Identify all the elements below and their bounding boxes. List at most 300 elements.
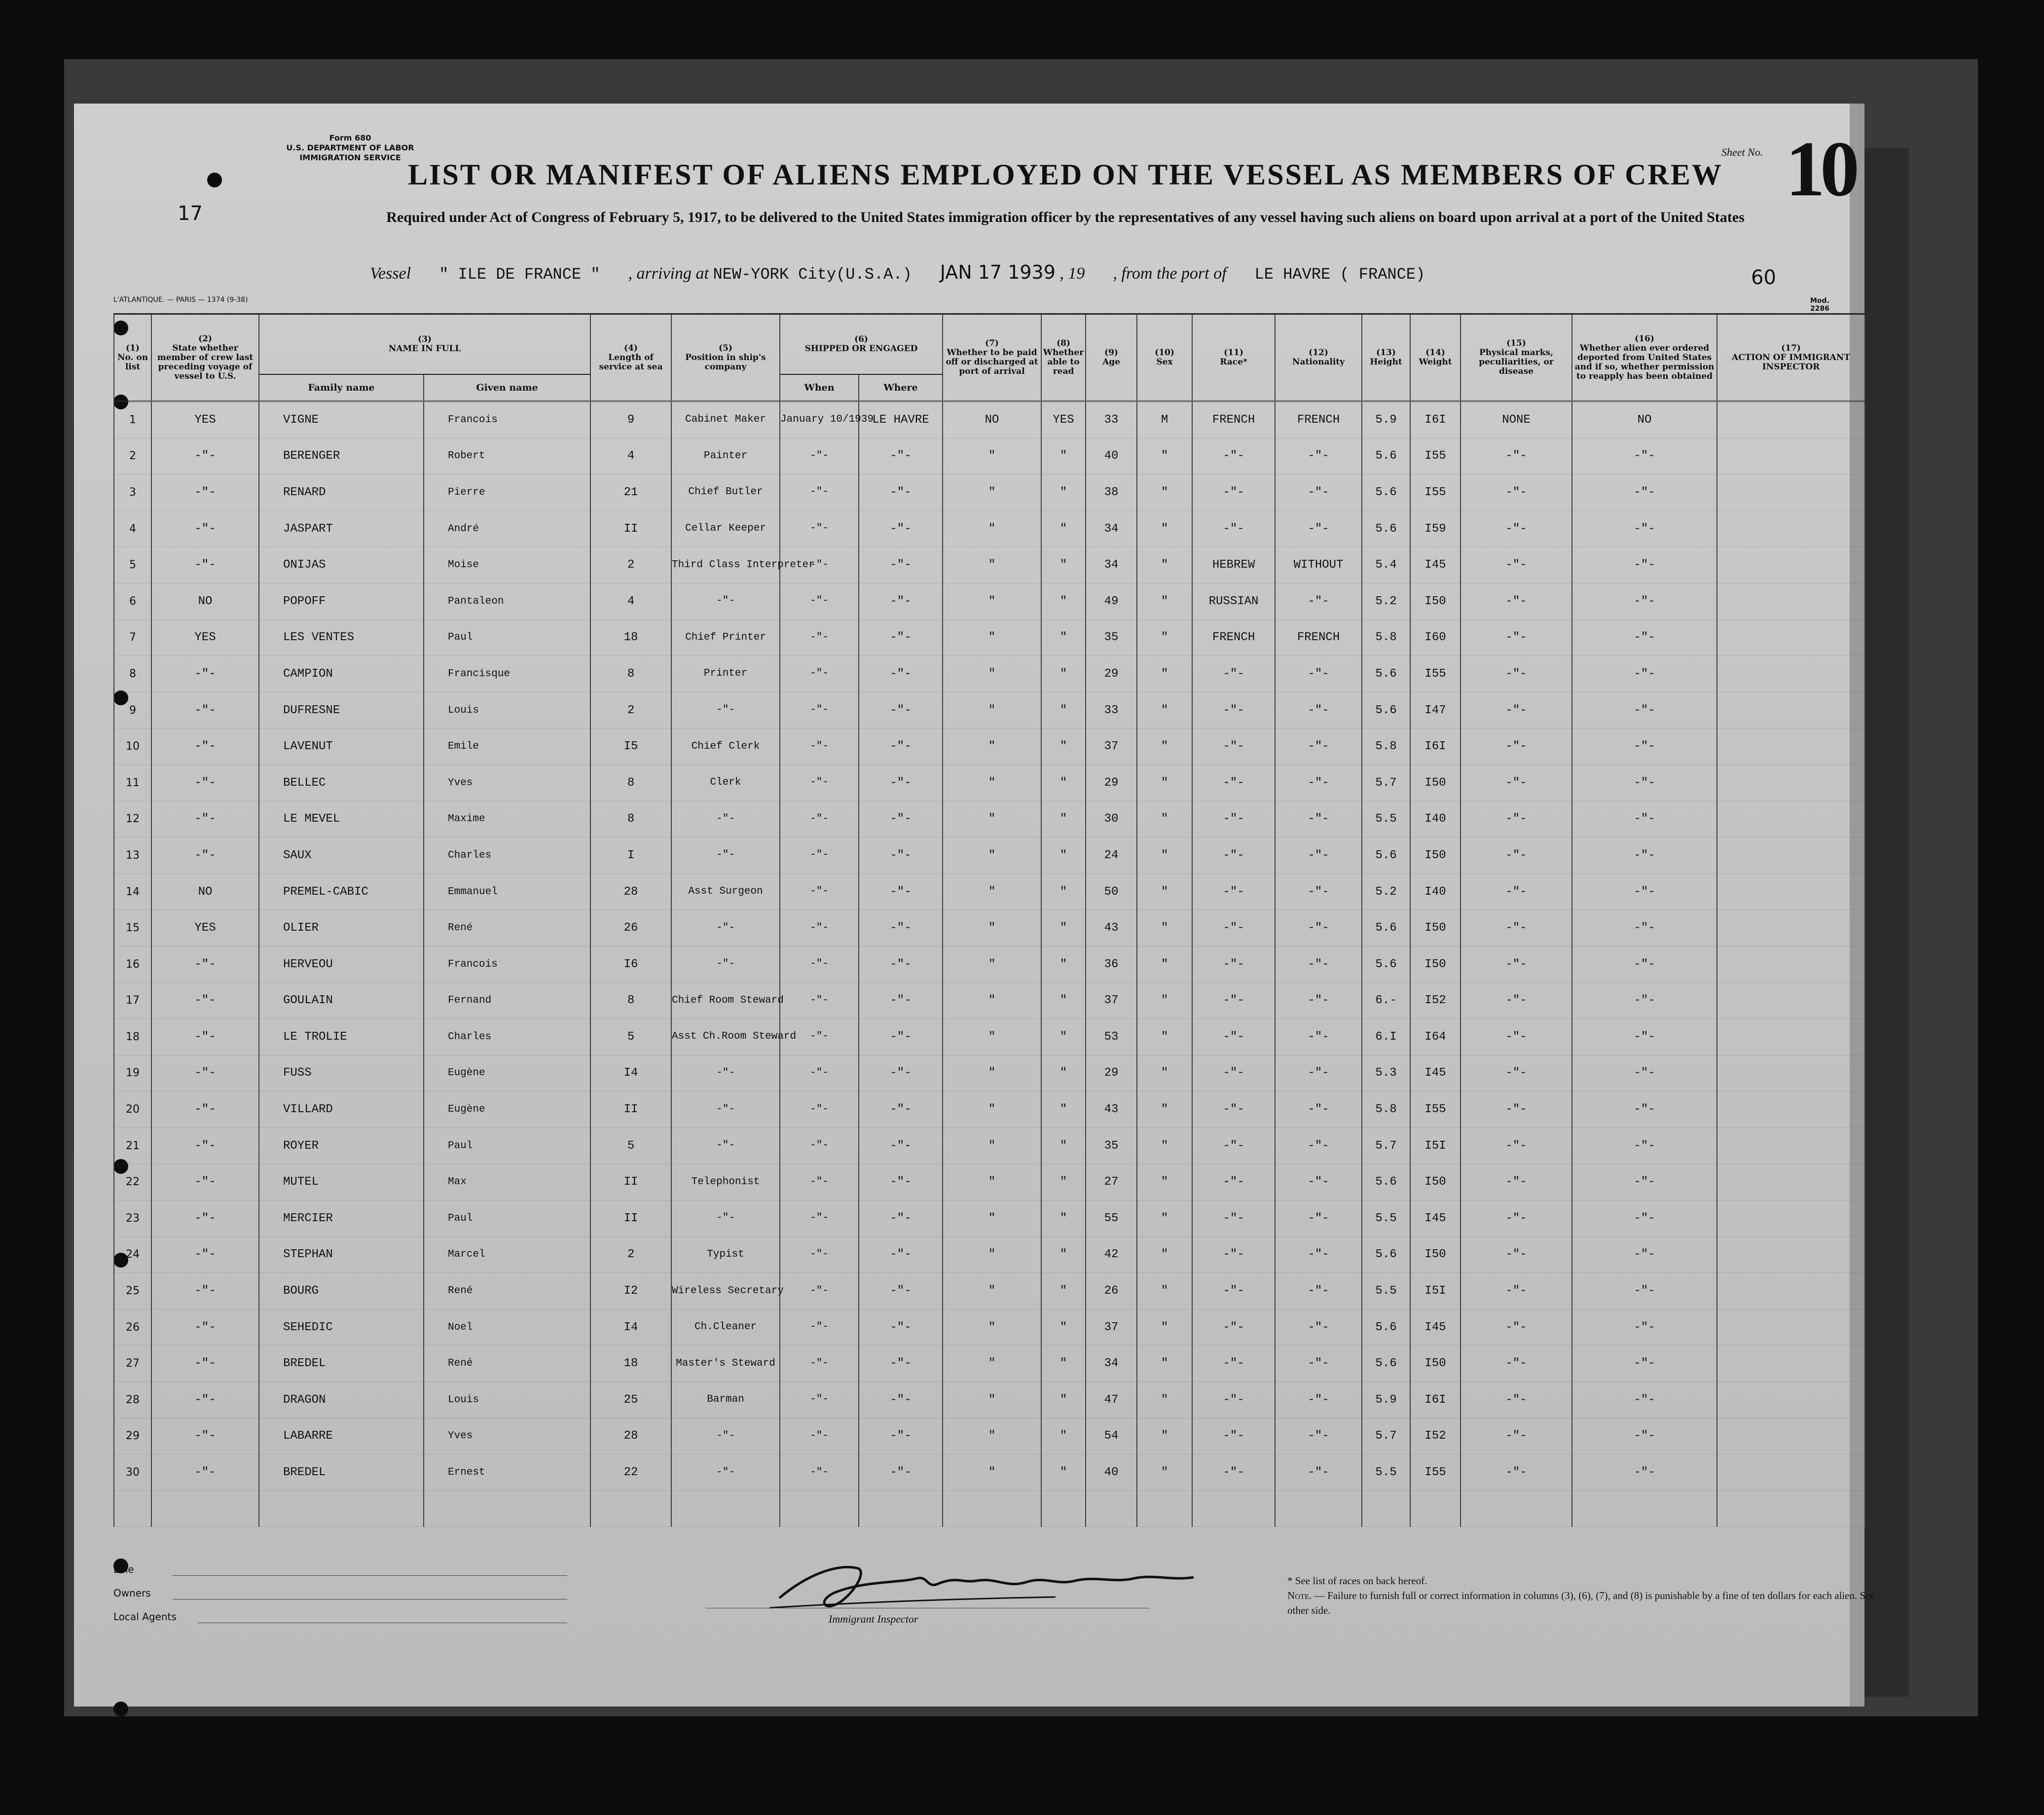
physical-marks-cell: -"- [1460,510,1572,547]
col-header-paid-off: (7) Whether to be paid off or discharged at port of arrival [943,314,1041,401]
col-header-name: (3) NAME IN FULL [259,314,590,375]
position-cell: Wireless Secretary [671,1273,780,1309]
inspector-action-cell [1717,1055,1865,1091]
weight-cell: I64 [1410,1019,1460,1055]
from-port: LE HAVRE ( FRANCE) [1254,265,1425,284]
race-cell: -"- [1192,474,1275,511]
nationality-cell: -"- [1275,1127,1362,1164]
shipped-when-cell: -"- [780,1454,859,1491]
deported-cell: -"- [1572,510,1717,547]
age-cell: 50 [1086,873,1137,910]
table-row [114,692,1865,728]
previous-voyage-cell: -"- [151,1055,259,1091]
race-cell: -"- [1192,946,1275,982]
deported-cell: -"- [1572,474,1717,511]
blank-cell [424,1490,590,1527]
family-name-cell: LABARRE [259,1418,424,1454]
family-name-cell: MUTEL [259,1164,424,1200]
position-cell: -"- [671,1418,780,1454]
previous-voyage-cell: -"- [151,982,259,1019]
deported-cell: -"- [1572,1454,1717,1491]
weight-cell: I59 [1410,510,1460,547]
shipped-where-cell: -"- [859,801,943,837]
shipped-when-cell: -"- [780,547,859,583]
given-name-cell: André [424,510,590,547]
inspector-action-cell [1717,1019,1865,1055]
blank-cell [1041,1490,1086,1527]
age-cell: 37 [1086,728,1137,765]
col-header-given-name: Given name [424,374,590,401]
line-underline [173,1575,567,1576]
col-header-previous-voyage: (2) State whether member of crew last preceding voyage of vessel to U.S. [151,314,259,401]
age-cell: 36 [1086,946,1137,982]
shipped-when-cell: -"- [780,837,859,874]
family-name-cell: ROYER [259,1127,424,1164]
blank-cell [1275,1490,1362,1527]
col-header-weight: (14) Weight [1410,314,1460,401]
physical-marks-cell: -"- [1460,1454,1572,1491]
age-cell: 40 [1086,1454,1137,1491]
nationality-cell: -"- [1275,764,1362,801]
position-cell: -"- [671,801,780,837]
paid-off-cell: " [943,656,1041,692]
act-subtitle: Required under Act of Congress of February 5, 1917, to be delivered to the United States immigration officer by the representatives of any vessel having such aliens on board upon arrival at a port of the United States [386,209,1745,225]
service-length-cell: 4 [590,583,671,619]
position-cell: Asst Ch.Room Steward [671,1019,780,1055]
family-name-cell: JASPART [259,510,424,547]
age-cell: 40 [1086,438,1137,474]
height-cell: 5.9 [1362,401,1410,438]
paid-off-cell: " [943,1236,1041,1273]
sex-cell: " [1137,1418,1192,1454]
sex-cell: " [1137,510,1192,547]
race-cell: RUSSIAN [1192,583,1275,619]
owners-label: Owners [113,1587,151,1599]
service-length-cell: 5 [590,1127,671,1164]
family-name-cell: BREDEL [259,1454,424,1491]
family-name-cell: LE MEVEL [259,801,424,837]
shipped-when-cell: -"- [780,1164,859,1200]
shipped-where-cell: -"- [859,1454,943,1491]
table-row [114,1019,1865,1055]
table-row [114,1273,1865,1309]
shipped-where-cell: -"- [859,510,943,547]
given-name-cell: Charles [424,1019,590,1055]
family-name-cell: LES VENTES [259,619,424,656]
given-name-cell: Pantaleon [424,583,590,619]
height-cell: 5.6 [1362,1164,1410,1200]
previous-voyage-cell: -"- [151,728,259,765]
given-name-cell: René [424,910,590,946]
physical-marks-cell: -"- [1460,1019,1572,1055]
position-cell: Chief Butler [671,474,780,511]
paid-off-cell: " [943,474,1041,511]
blank-cell [1572,1490,1717,1527]
position-cell: Cellar Keeper [671,510,780,547]
position-cell: Cabinet Maker [671,401,780,438]
year-label: , 19 [1059,264,1085,283]
table-row [114,1345,1865,1382]
from-label: , from the port of [1113,264,1227,283]
physical-marks-cell: -"- [1460,1273,1572,1309]
weight-cell: I55 [1410,1091,1460,1128]
deported-cell: -"- [1572,982,1717,1019]
nationality-cell: -"- [1275,1019,1362,1055]
shipped-where-cell: -"- [859,474,943,511]
inspector-action-cell [1717,1382,1865,1418]
position-cell: -"- [671,910,780,946]
given-name-cell: Francois [424,946,590,982]
family-name-cell: GOULAIN [259,982,424,1019]
blank-cell [943,1490,1041,1527]
given-name-cell: Emmanuel [424,873,590,910]
shipped-when-cell: -"- [780,801,859,837]
shipped-when-cell: -"- [780,1127,859,1164]
family-name-cell: CAMPION [259,656,424,692]
given-name-cell: Emile [424,728,590,765]
physical-marks-cell: -"- [1460,946,1572,982]
col-header-when: When [780,374,859,401]
family-name-cell: BREDEL [259,1345,424,1382]
previous-voyage-cell: -"- [151,1091,259,1128]
row-number: 28 [114,1382,151,1418]
position-cell: -"- [671,1055,780,1091]
age-cell: 53 [1086,1019,1137,1055]
blank-cell [259,1490,424,1527]
shipped-where-cell: -"- [859,1127,943,1164]
shipped-when-cell: -"- [780,1382,859,1418]
row-number: 23 [114,1200,151,1237]
shipped-when-cell: -"- [780,1345,859,1382]
height-cell: 5.6 [1362,438,1410,474]
previous-voyage-cell: -"- [151,1418,259,1454]
shipped-where-cell: -"- [859,1418,943,1454]
shipped-where-cell: LE HAVRE [859,401,943,438]
nationality-cell: -"- [1275,1055,1362,1091]
paid-off-cell: " [943,1345,1041,1382]
race-cell: -"- [1192,1454,1275,1491]
service-length-cell: I2 [590,1273,671,1309]
able-to-read-cell: " [1041,801,1086,837]
shipped-where-cell: -"- [859,982,943,1019]
col-header-race: (11) Race* [1192,314,1275,401]
paid-off-cell: " [943,1418,1041,1454]
weight-cell: I5I [1410,1273,1460,1309]
previous-voyage-cell: -"- [151,1345,259,1382]
deported-cell: -"- [1572,619,1717,656]
able-to-read-cell: " [1041,1382,1086,1418]
page-shadow [1864,148,1909,1697]
paid-off-cell: " [943,510,1041,547]
paid-off-cell: " [943,1164,1041,1200]
sex-cell: M [1137,401,1192,438]
sex-cell: " [1137,910,1192,946]
table-row [114,1091,1865,1128]
col-header-nationality: (12) Nationality [1275,314,1362,401]
deported-cell: NO [1572,401,1717,438]
inspector-action-cell [1717,619,1865,656]
col-header-height: (13) Height [1362,314,1410,401]
inspector-action-cell [1717,1236,1865,1273]
race-cell: -"- [1192,1236,1275,1273]
paid-off-cell: " [943,801,1041,837]
nationality-cell: -"- [1275,1345,1362,1382]
nationality-cell: -"- [1275,1454,1362,1491]
given-name-cell: Noel [424,1309,590,1345]
previous-voyage-cell: YES [151,401,259,438]
service-length-cell: I [590,837,671,874]
family-name-cell: POPOFF [259,583,424,619]
nationality-cell: -"- [1275,1273,1362,1309]
height-cell: 5.6 [1362,946,1410,982]
age-cell: 37 [1086,1309,1137,1345]
row-number: 27 [114,1345,151,1382]
service-length-cell: 9 [590,401,671,438]
position-cell: Asst Surgeon [671,873,780,910]
weight-cell: I50 [1410,1164,1460,1200]
given-name-cell: Eugène [424,1091,590,1128]
row-number: 2 [114,438,151,474]
height-cell: 5.8 [1362,619,1410,656]
height-cell: 5.4 [1362,547,1410,583]
deported-cell: -"- [1572,1273,1717,1309]
nationality-cell: -"- [1275,474,1362,511]
given-name-cell: René [424,1345,590,1382]
height-cell: 5.2 [1362,873,1410,910]
weight-cell: I52 [1410,1418,1460,1454]
nationality-cell: -"- [1275,946,1362,982]
age-cell: 54 [1086,1418,1137,1454]
sex-cell: " [1137,547,1192,583]
service-length-cell: 28 [590,1418,671,1454]
race-cell: -"- [1192,982,1275,1019]
inspector-action-cell [1717,982,1865,1019]
given-name-cell: Robert [424,438,590,474]
physical-marks-cell: -"- [1460,1382,1572,1418]
row-number: 22 [114,1164,151,1200]
table-row [114,583,1865,619]
physical-marks-cell: -"- [1460,1055,1572,1091]
row-number: 14 [114,873,151,910]
deported-cell: -"- [1572,1055,1717,1091]
physical-marks-cell: NONE [1460,401,1572,438]
col-header-sex: (10) Sex [1137,314,1192,401]
row-number: 9 [114,692,151,728]
family-name-cell: OLIER [259,910,424,946]
position-cell: Chief Printer [671,619,780,656]
blank-cell [1362,1490,1410,1527]
service-length-cell: I4 [590,1309,671,1345]
row-number: 8 [114,656,151,692]
inspector-action-cell [1717,474,1865,511]
physical-marks-cell: -"- [1460,1200,1572,1237]
service-length-cell: 2 [590,692,671,728]
vessel-line [370,261,1850,284]
physical-marks-cell: -"- [1460,837,1572,874]
physical-marks-cell: -"- [1460,764,1572,801]
nationality-cell: -"- [1275,982,1362,1019]
paid-off-cell: " [943,873,1041,910]
table-row [114,910,1865,946]
shipped-where-cell: -"- [859,1236,943,1273]
age-cell: 43 [1086,1091,1137,1128]
nationality-cell: -"- [1275,692,1362,728]
inspector-action-cell [1717,1418,1865,1454]
shipped-where-cell: -"- [859,1164,943,1200]
table-row [114,837,1865,874]
note-label: Note. [1287,1590,1312,1601]
position-cell: -"- [671,1454,780,1491]
service-length-cell: 18 [590,619,671,656]
position-cell: Telephonist [671,1164,780,1200]
nationality-cell: -"- [1275,728,1362,765]
table-row [114,764,1865,801]
blank-cell [1410,1490,1460,1527]
age-cell: 42 [1086,1236,1137,1273]
weight-cell: I50 [1410,837,1460,874]
weight-cell: I6I [1410,728,1460,765]
paid-off-cell: " [943,946,1041,982]
inspector-action-cell [1717,1345,1865,1382]
inspector-action-cell [1717,728,1865,765]
able-to-read-cell: YES [1041,401,1086,438]
position-cell: Master's Steward [671,1345,780,1382]
col-header-deported: (16) Whether alien ever ordered deported from United States and if so, whether permission to reapply has been obtained [1572,314,1717,401]
age-cell: 33 [1086,692,1137,728]
given-name-cell: Max [424,1164,590,1200]
deported-cell: -"- [1572,438,1717,474]
sex-cell: " [1137,656,1192,692]
inspector-action-cell [1717,801,1865,837]
race-cell: FRENCH [1192,401,1275,438]
previous-voyage-cell: -"- [151,837,259,874]
previous-voyage-cell: -"- [151,1164,259,1200]
shipped-when-cell: -"- [780,1236,859,1273]
race-cell: -"- [1192,438,1275,474]
race-cell: -"- [1192,1019,1275,1055]
shipped-when-cell: -"- [780,1200,859,1237]
able-to-read-cell: " [1041,837,1086,874]
immigrant-inspector-label: Immigrant Inspector [829,1613,918,1625]
deported-cell: -"- [1572,873,1717,910]
previous-voyage-cell: -"- [151,1309,259,1345]
paid-off-cell: " [943,1019,1041,1055]
deported-cell: -"- [1572,946,1717,982]
inspector-action-cell [1717,837,1865,874]
height-cell: 5.6 [1362,656,1410,692]
service-length-cell: II [590,1200,671,1237]
row-number: 17 [114,982,151,1019]
previous-voyage-cell: -"- [151,1019,259,1055]
race-cell: -"- [1192,656,1275,692]
sex-cell: " [1137,946,1192,982]
paid-off-cell: " [943,692,1041,728]
blank-cell [1717,1490,1865,1527]
height-cell: 5.6 [1362,1236,1410,1273]
blank-cell [859,1490,943,1527]
race-cell: -"- [1192,764,1275,801]
arriving-label: , arriving at [628,264,709,283]
col-header-where: Where [859,374,943,401]
family-name-cell: DRAGON [259,1382,424,1418]
age-cell: 24 [1086,837,1137,874]
shipped-when-cell: -"- [780,910,859,946]
able-to-read-cell: " [1041,438,1086,474]
position-cell: -"- [671,946,780,982]
inspector-action-cell [1717,946,1865,982]
given-name-cell: Maxime [424,801,590,837]
weight-cell: I50 [1410,1345,1460,1382]
physical-marks-cell: -"- [1460,547,1572,583]
service-length-cell: I4 [590,1055,671,1091]
weight-cell: I55 [1410,656,1460,692]
family-name-cell: SEHEDIC [259,1309,424,1345]
age-cell: 34 [1086,547,1137,583]
physical-marks-cell: -"- [1460,801,1572,837]
sex-cell: " [1137,1454,1192,1491]
sex-cell: " [1137,619,1192,656]
able-to-read-cell: " [1041,547,1086,583]
paid-off-cell: " [943,1273,1041,1309]
shipped-where-cell: -"- [859,1309,943,1345]
table-footer-spacer [114,1490,1865,1527]
position-cell: Third Class Interpreter [671,547,780,583]
given-name-cell: Ernest [424,1454,590,1491]
able-to-read-cell: " [1041,728,1086,765]
shipped-where-cell: -"- [859,692,943,728]
given-name-cell: Pierre [424,474,590,511]
family-name-cell: DUFRESNE [259,692,424,728]
blank-cell [1460,1490,1572,1527]
col-header-no: (1) No. on list [114,314,151,401]
family-name-cell: SAUX [259,837,424,874]
race-cell: -"- [1192,873,1275,910]
inspector-action-cell [1717,1200,1865,1237]
shipped-when-cell: -"- [780,1273,859,1309]
given-name-cell: Francisque [424,656,590,692]
crew-manifest-table [113,313,1865,1527]
deported-cell: -"- [1572,656,1717,692]
shipped-where-cell: -"- [859,873,943,910]
service-length-cell: II [590,1091,671,1128]
weight-cell: I6I [1410,1382,1460,1418]
service-length-cell: 8 [590,656,671,692]
service-length-cell: 25 [590,1382,671,1418]
sex-cell: " [1137,1382,1192,1418]
race-cell: -"- [1192,1055,1275,1091]
able-to-read-cell: " [1041,1164,1086,1200]
inspector-action-cell [1717,1454,1865,1491]
physical-marks-cell: -"- [1460,910,1572,946]
inspector-action-cell [1717,510,1865,547]
table-row [114,438,1865,474]
age-cell: 27 [1086,1164,1137,1200]
weight-cell: I50 [1410,910,1460,946]
age-cell: 29 [1086,764,1137,801]
nationality-cell: -"- [1275,438,1362,474]
able-to-read-cell: " [1041,1200,1086,1237]
height-cell: 5.6 [1362,1309,1410,1345]
inspector-action-cell [1717,1164,1865,1200]
shipped-when-cell: -"- [780,510,859,547]
table-row [114,873,1865,910]
given-name-cell: Paul [424,619,590,656]
previous-voyage-cell: -"- [151,547,259,583]
race-cell: -"- [1192,1309,1275,1345]
paid-off-cell: " [943,764,1041,801]
shipped-when-cell: -"- [780,1091,859,1128]
table-row [114,1454,1865,1491]
